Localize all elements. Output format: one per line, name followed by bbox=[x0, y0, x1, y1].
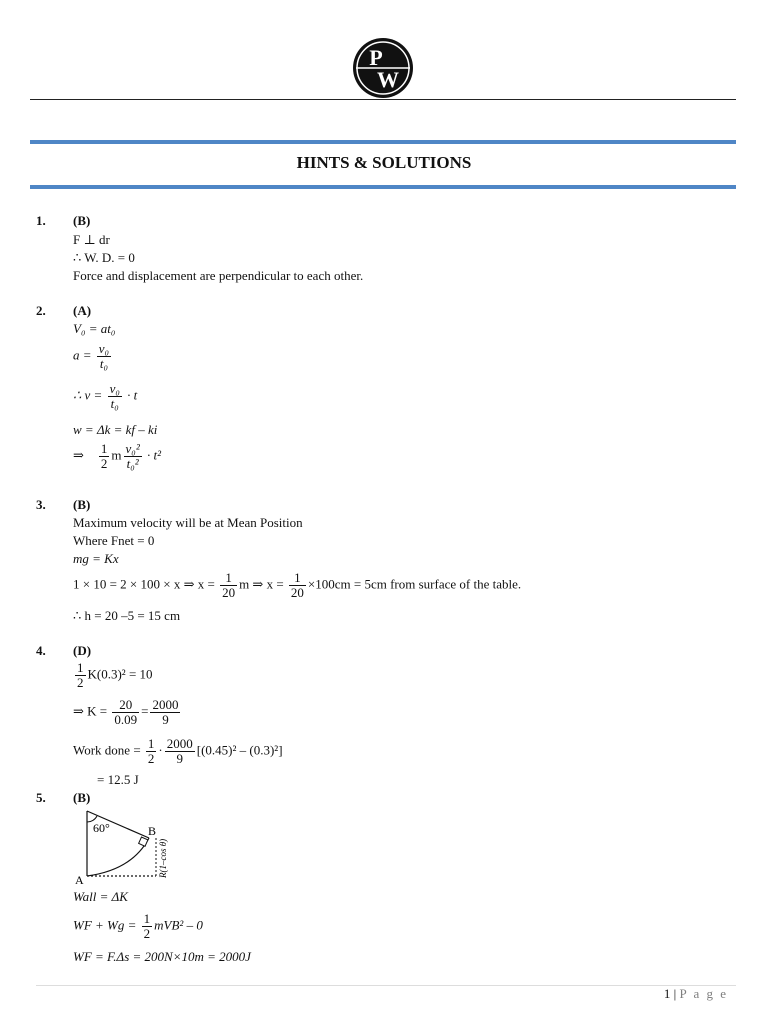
title-rule-bottom bbox=[30, 185, 736, 189]
header-rule bbox=[30, 99, 736, 100]
q2-line1: V₀ = at₀ bbox=[73, 321, 116, 336]
fraction: $\frac{20}{0.09}$ bbox=[114, 697, 138, 727]
q4-answer: (D) bbox=[73, 643, 92, 658]
q3-line5: ∴ h = 20 –5 = 15 cm bbox=[73, 608, 181, 623]
page-title: HINTS & SOLUTIONS bbox=[296, 153, 472, 172]
svg-text:W: W bbox=[377, 67, 399, 92]
q3-line2: Where Fnet = 0 bbox=[73, 533, 155, 548]
q1-line3: Force and displacement are perpendicular to each other. bbox=[73, 268, 364, 283]
angle-label: 60° bbox=[93, 821, 110, 835]
page-number: 1 bbox=[663, 986, 671, 1001]
q2-line5: ⇒ $\frac{1}{2}$ m $\frac{\text{v₀²}}{\text{t₀²}}$ · t² bbox=[73, 441, 161, 471]
fraction: $\frac{1}{2}$ bbox=[143, 911, 151, 941]
q1-line2: ∴ W. D. = 0 bbox=[73, 250, 135, 265]
fraction: $\frac{1}{2}$ bbox=[100, 441, 108, 471]
q5-line2: WF + Wg = $\frac{1}{2}$ mVB² – 0 bbox=[73, 911, 203, 941]
q2-answer: (A) bbox=[73, 303, 92, 318]
q2-number: 2. bbox=[36, 303, 46, 318]
q3-line3: mg = Kx bbox=[73, 551, 119, 566]
fraction: $\frac{\text{v₀²}}{\text{t₀²}}$ bbox=[125, 441, 140, 471]
q5-line1: Wall = ΔK bbox=[73, 889, 128, 904]
page-label: P a g e bbox=[679, 986, 728, 1001]
fraction: $\frac{2000}{9}$ bbox=[152, 697, 179, 727]
q4-number: 4. bbox=[36, 643, 46, 658]
q5-figure bbox=[70, 808, 180, 886]
svg-text:P: P bbox=[369, 45, 383, 70]
q3-number: 3. bbox=[36, 497, 46, 512]
footer-rule bbox=[36, 985, 736, 986]
point-a-label: A bbox=[75, 873, 84, 886]
q1-answer: (B) bbox=[73, 213, 91, 228]
block bbox=[139, 837, 148, 846]
q5-answer: (B) bbox=[73, 790, 91, 805]
q2-line2: a = $\frac{\text{v₀}}{\text{t₀}}$ bbox=[73, 341, 110, 371]
height-label: R(1–cos θ) bbox=[158, 838, 168, 878]
q4-line1: $\frac{1}{2}$ K(0.3)² = 10 bbox=[77, 660, 153, 690]
fraction: $\frac{\text{v₀}}{\text{t₀}}$ bbox=[98, 341, 110, 371]
fraction: $\frac{1}{20}$ bbox=[222, 570, 236, 600]
q4-line2: ⇒ K = $\frac{20}{0.09}$ = $\frac{2000}{9}$ bbox=[73, 697, 179, 727]
fraction: $\frac{\text{v₀}}{\text{t₀}}$ bbox=[109, 381, 120, 411]
fraction: $\frac{2000}{9}$ bbox=[166, 736, 193, 766]
q3-line4: 1 × 10 = 2 × 100 × x ⇒ x = $\frac{1}{20}$ m ⇒ x = $\frac{1}{20}$ ×100cm = 5cm from surface of the table. bbox=[73, 570, 522, 600]
q1-number: 1. bbox=[36, 213, 46, 228]
q5-line3: WF = F.Δs = 200N×10m = 2000J bbox=[73, 949, 251, 964]
q4-line4: = 12.5 J bbox=[97, 772, 139, 787]
q2-line3: ∴ v = $\frac{\text{v₀}}{\text{t₀}}$ · t bbox=[73, 381, 138, 411]
fraction: $\frac{1}{20}$ bbox=[290, 570, 304, 600]
q5-number: 5. bbox=[36, 790, 46, 805]
q3-line1: Maximum velocity will be at Mean Position bbox=[73, 515, 303, 530]
point-b-label: B bbox=[148, 824, 157, 838]
pw-logo bbox=[352, 37, 414, 99]
page-separator: | bbox=[673, 986, 677, 1001]
q3-answer: (B) bbox=[73, 497, 91, 512]
title-rule-top bbox=[30, 140, 736, 144]
q4-line3: Work done = $\frac{1}{2}$ · $\frac{2000}{9}$ [(0.45)² – (0.3)²] bbox=[73, 736, 283, 766]
fraction: $\frac{1}{2}$ bbox=[77, 660, 84, 690]
q2-line4: w = Δk = kf – ki bbox=[73, 422, 158, 437]
fraction: $\frac{1}{2}$ bbox=[147, 736, 155, 766]
page-footer bbox=[664, 986, 728, 1002]
q1-line1: F ⊥ dr bbox=[73, 232, 110, 247]
